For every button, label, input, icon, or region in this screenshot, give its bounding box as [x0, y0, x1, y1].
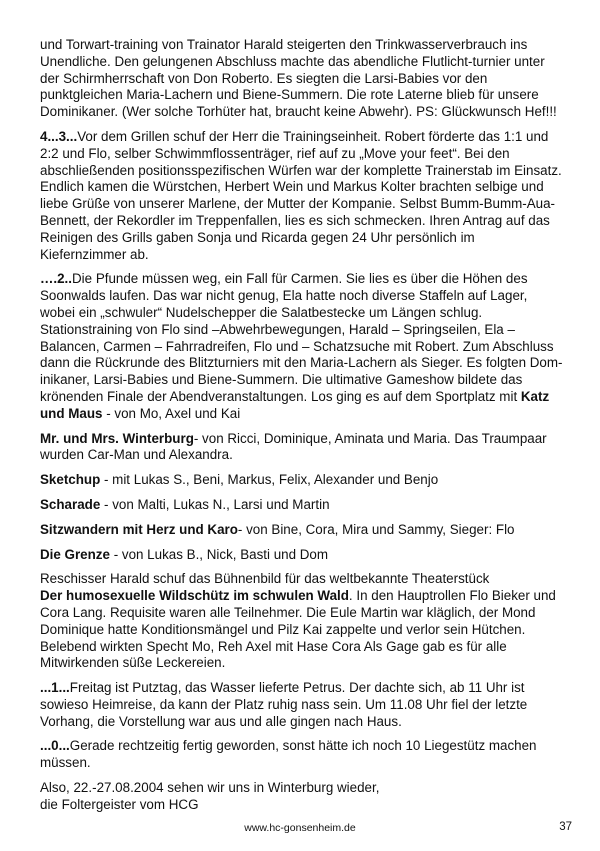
paragraph-day-0 — [40, 738, 564, 772]
show-title-sketchup: Sketchup — [40, 472, 101, 488]
show-title-sitzwandern: Sitzwandern mit Herz und Karo — [40, 521, 238, 537]
show-title-scharade: Scharade — [40, 496, 101, 512]
article-body — [40, 37, 564, 822]
page-number: 37 — [559, 821, 572, 833]
paragraph-text: - von Malti, Lukas N., Larsi und Martin — [100, 496, 330, 512]
show-title-die-grenze: Die Grenze — [40, 546, 110, 562]
play-title: Der humosexuelle Wildschütz im schwulen Wald — [40, 588, 349, 604]
countdown-marker: 4...3... — [40, 128, 78, 144]
paragraph-text: - von Bine, Cora, Mira und Sammy, Sieger: Flo — [237, 521, 515, 537]
paragraph-training-summary — [40, 37, 564, 121]
paragraph-text: und Torwart-training von Trainator Harald steigerten den Trinkwasserverbrauch ins Unendliche. Den gelungenen Abschluss machte das abendliche Flutlicht-turnier unter der Schirmherrschaft von Don Roberto. Es siegten die Larsi-Babies vor den punktgleichen Maria-Lachern und Biene-Summern. Die rote Laterne blieb für unsere Dominikaner. (Wer solche Torhüter hat, braucht keine Abwehr). PS: Glückwunsch Hef!!! — [40, 37, 557, 120]
paragraph-day-2 — [40, 271, 564, 422]
paragraph-text: Freitag ist Putztag, das Wasser lieferte Petrus. Der dachte sich, ab 11 Uhr ist sowieso Heimreise, da kann der Platz ruhig nass sein. Um 11.08 Uhr fiel der letzte Vorhang, die Vorstellung war aus und alle gingen nach Haus. — [40, 680, 528, 729]
closing-line: Also, 22.-27.08.2004 sehen wir uns in Winterburg wieder, — [40, 780, 380, 796]
signature-line: die Foltergeister vom HCG — [40, 796, 199, 812]
countdown-marker: ...1... — [40, 680, 70, 696]
paragraph-text: Reschisser Harald schuf das Bühnenbild für das weltbekannte Theaterstück — [40, 571, 490, 587]
show-title-katz-und-maus: Katz und Maus — [40, 388, 550, 421]
paragraph-text: Gerade rechtzeitig fertig geworden, sonst hätte ich noch 10 Liegestütz machen müssen. — [40, 738, 537, 771]
paragraph-text: Die Pfunde müssen weg, ein Fall für Carmen. Sie lies es über die Höhen des Soonwalds laufen. Das war nicht genug, Ela hatte noch diverse Staffeln auf Lager, wobei ein „schwuler“ Nudelschepper die Salatbestecke um Längen schlug. Stationstraining von Flo sind –Abwehrbewegungen, Harald – Springseilen, Ela – Balancen, Carmen – Fahrradreifen, Flo und – Schatzsuche mit Robert. Zum Abschluss dann die Rückrunde des Blitzturniers mit den Maria-Lachern als Sieger. Es folgten Dom-inikaner, Larsi-Babies und Biene-Summern. Die ultimative Gameshow bildete das krönenden Finale der Abendveranstaltungen. Los ging es auf dem Sportplatz mit — [40, 271, 563, 404]
paragraph-text: - von Mo, Axel und Kai — [102, 405, 241, 421]
paragraph-closing — [40, 780, 564, 814]
paragraph-theaterstueck — [40, 571, 564, 672]
paragraph-die-grenze — [40, 547, 564, 564]
paragraph-sketchup — [40, 472, 564, 489]
paragraph-day-4-3 — [40, 129, 564, 263]
paragraph-text: Vor dem Grillen schuf der Herr die Trainingseinheit. Robert förderte das 1:1 und 2:2 und Flo, selber Schwimmflossenträger, rief auf zu „Move your feet“. Bei den abschließenden positionsspezifischen Würfen war der komplette Trainerstab im Einsatz. Endlich kamen die Würstchen, Herbert Wein und Markus Kolter brachten selbige und liebe Grüße von unserer Marlene, der Mutter der Kompanie. Selbst Bumm-Bumm-Aua-Bennett, der Rekordler im Treppenfallen, lies es sich schmecken. Ihren Antrag auf das Reinigen des Grills gaben Sonja und Ricarda gegen 24 Uhr persönlich im Kiefernzimmer ab. — [40, 128, 562, 262]
paragraph-text: - mit Lukas S., Beni, Markus, Felix, Alexander und Benjo — [100, 472, 439, 488]
footer-url: www.hc-gonsenheim.de — [244, 822, 356, 834]
paragraph-scharade — [40, 497, 564, 514]
paragraph-sitzwandern — [40, 522, 564, 539]
countdown-marker: ...0... — [40, 738, 70, 754]
paragraph-day-1 — [40, 680, 564, 730]
paragraph-text: - von Ricci, Dominique, Aminata und Maria. Das Traumpaar wurden Car-Man und Alexandra. — [40, 430, 547, 463]
paragraph-text: - von Lukas B., Nick, Basti und Dom — [109, 546, 329, 562]
paragraph-text: . In den Hauptrollen Flo Bieker und Cora Lang. Requisite waren alle Teilnehmer. Die Eule Martin war kläglich, der Mond Dominique hatte Konditionsmängel und Pilz Kai zappelte und verlor sein Hütchen. Belebend wirkten Specht Mo, Reh Axel mit Hase Cora Als Gage gab es für alle Mitwirkenden süße Leckereien. — [40, 588, 556, 671]
show-title-winterburg: Mr. und Mrs. Winterburg — [40, 430, 194, 446]
paragraph-winterburg — [40, 431, 564, 465]
countdown-marker: ….2.. — [40, 271, 72, 287]
